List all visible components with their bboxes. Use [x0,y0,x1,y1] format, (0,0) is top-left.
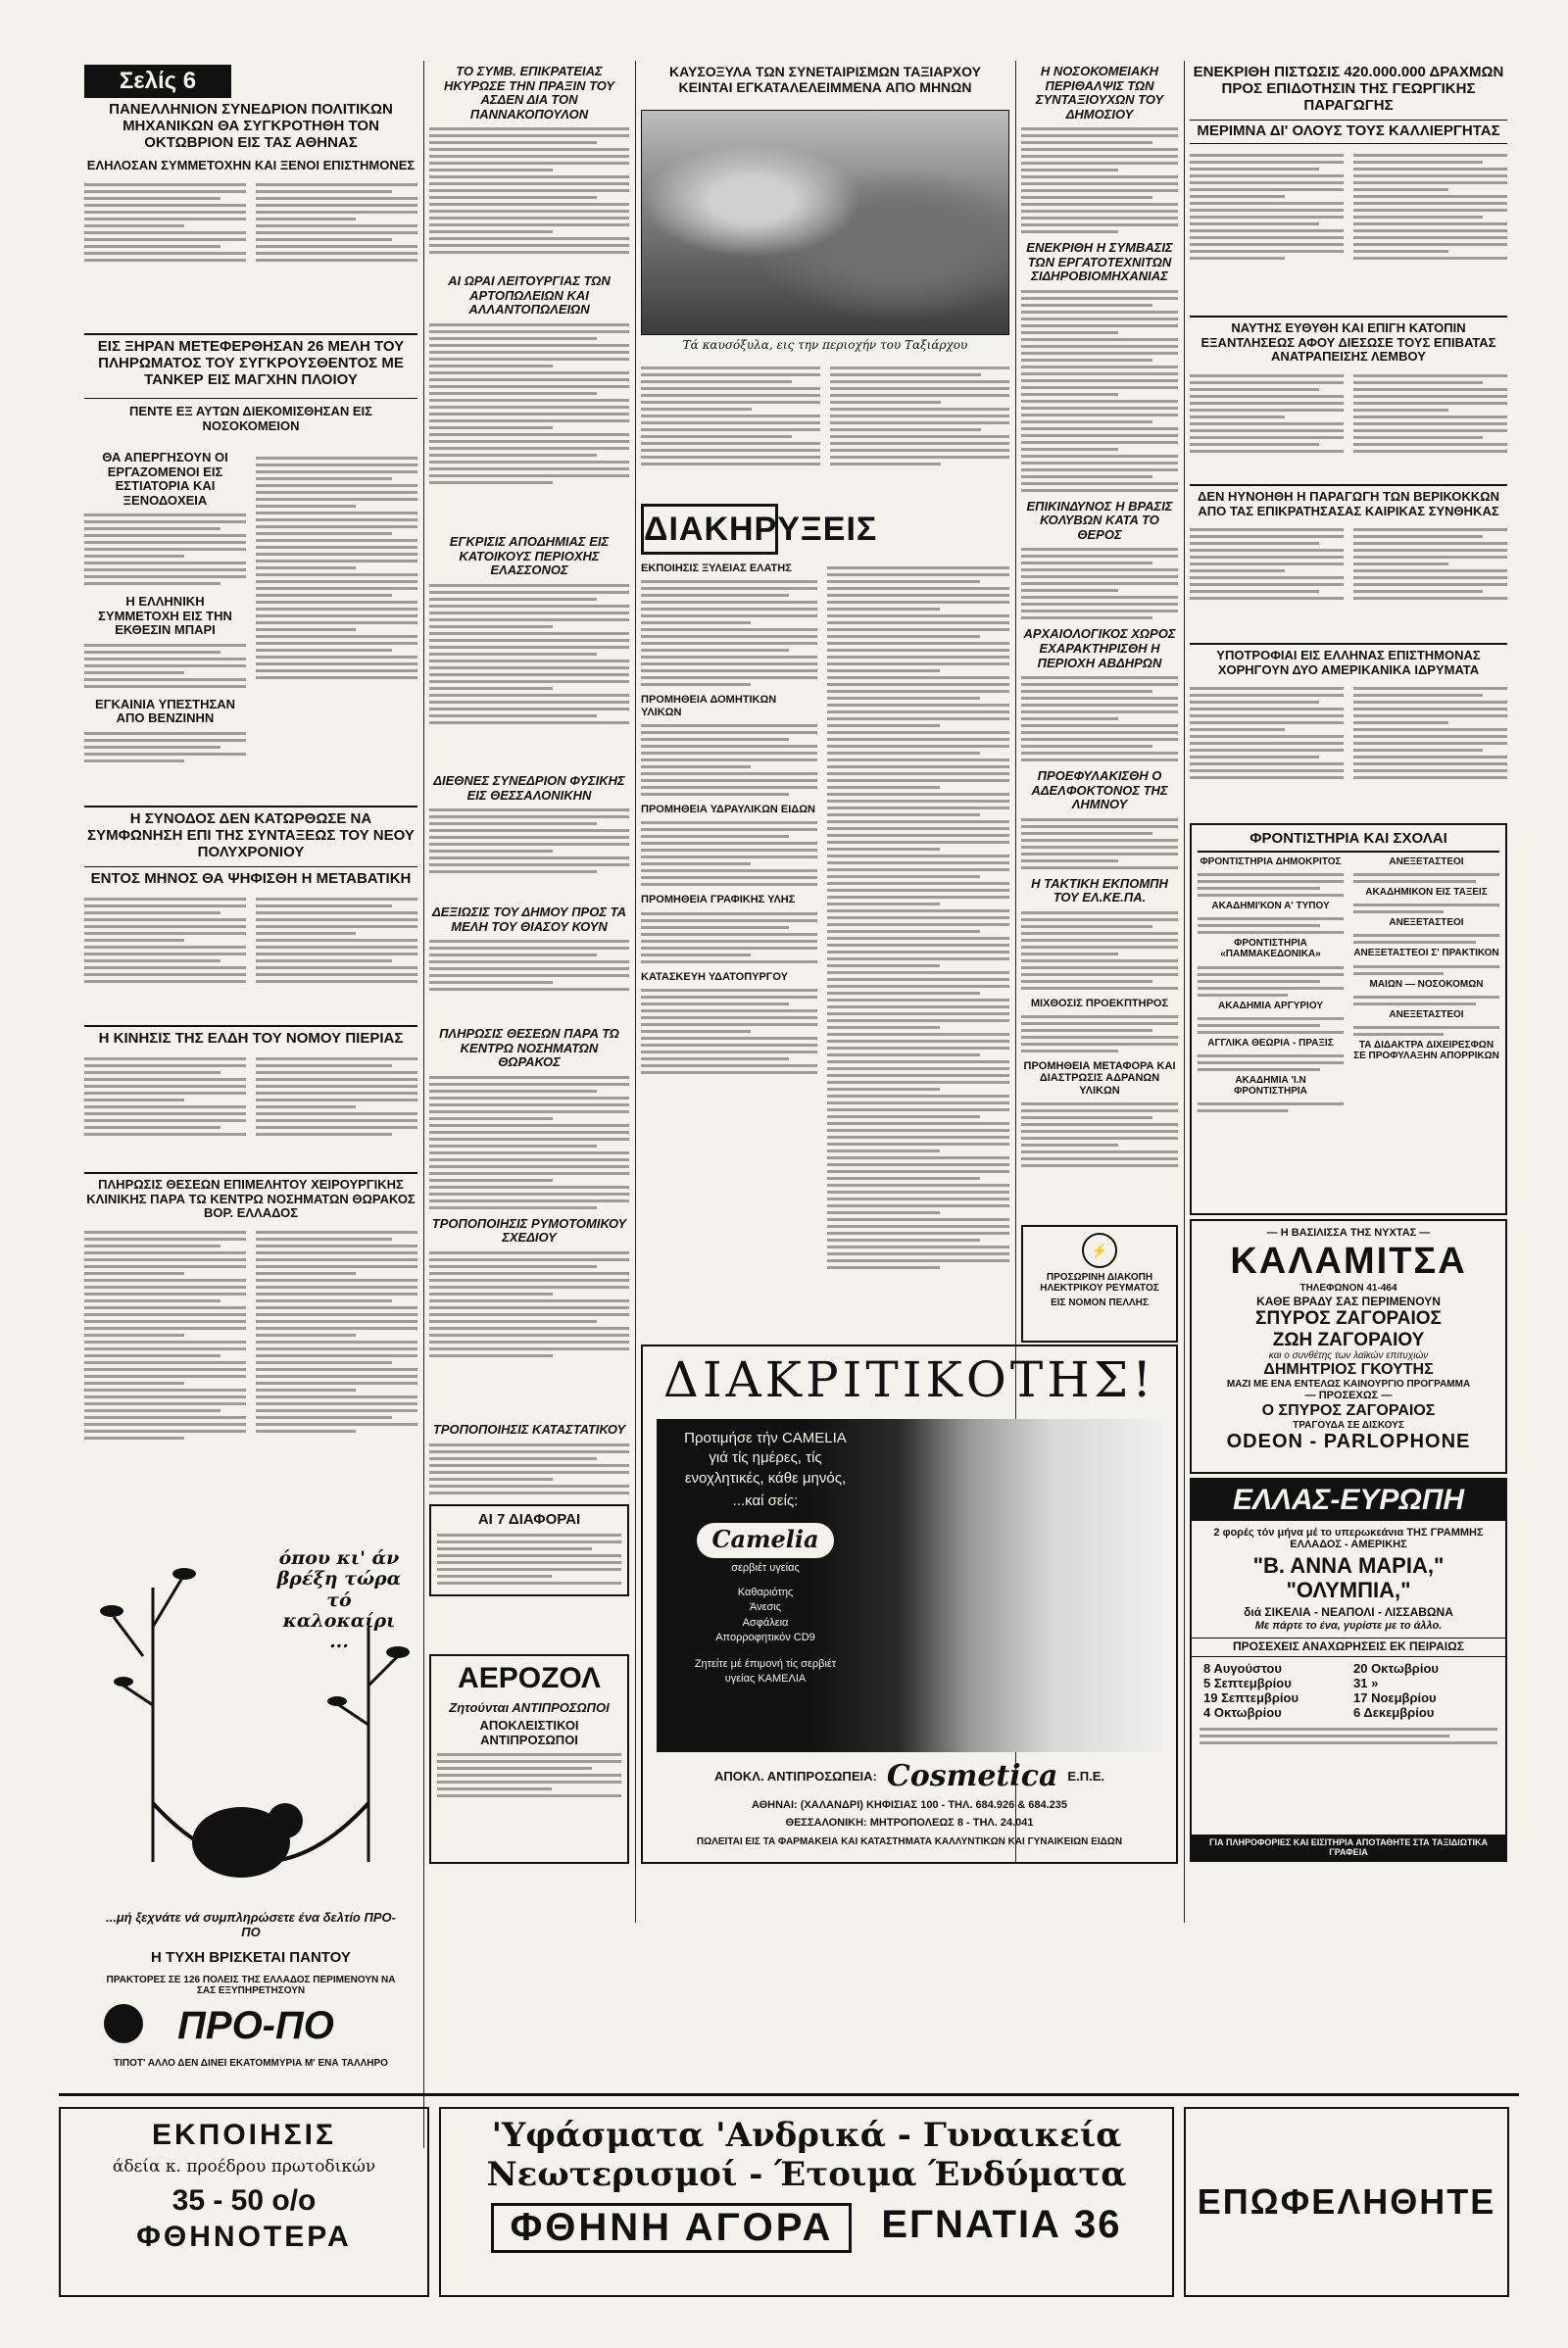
propo-agents: ΠΡΑΚΤΟΡΕΣ ΣΕ 126 ΠΟΛΕΙΣ ΤΗΣ ΕΛΛΑΔΟΣ ΠΕΡΙΜΕΝΟΥΝ ΝΑ ΣΑΣ ΕΞΥΠΗΡΕΤΗΣΟΥΝ [106,1975,396,1997]
propo-tagline: ΤΙΠΟΤ' ΑΛΛΟ ΔΕΝ ΔΙΝΕΙ ΕΚΑΤΟΜΜΥΡΙΑ Μ' ΕΝΑ ΤΑΛΛΗΡΟ [114,2058,388,2069]
headline: ΔΕΞΙΩΣΙΣ ΤΟΥ ΔΗΜΟΥ ΠΡΟΣ ΤΑ ΜΕΛΗ ΤΟΥ ΘΙΑΣΟΥ ΚΟΥΝ [432,905,626,934]
sleeper-head-icon [268,1803,303,1838]
headline-kolyva: ΕΠΙΚΙΝΔΥΝΟΣ Η ΒΡΑΣΙΣ ΚΟΛΥΒΩΝ ΚΑΤΑ ΤΟ ΘΕΡΟΣ [1026,498,1173,542]
kalamitsa-advert [1190,1219,1507,1474]
kalamitsa-line1: ΚΑΘΕ ΒΡΑΔΥ ΣΑΣ ΠΕΡΙΜΕΝΟΥΝ [1256,1295,1441,1309]
fabrics-footer [441,2203,1172,2253]
notice-title: ΚΑΤΑΣΚΕΥΗ ΥΔΑΤΟΠΥΡΓΟΥ [641,970,789,983]
notices-right [827,563,1009,1337]
column-rule [635,61,636,1923]
school-name: ΜΑΙΩΝ — ΝΟΣΟΚΟΜΩΝ [1369,978,1484,990]
headline: ΑΙ ΩΡΑΙ ΛΕΙΤΟΥΡΓΙΑΣ ΤΩΝ ΑΡΤΟΠΩΛΕΙΩΝ ΚΑΙ ΑΛΛΑΝΤΟΠΩΛΕΙΩΝ [448,273,611,318]
divider [84,1025,417,1027]
camelia-copy-block [682,1429,849,1723]
camelia-advert [641,1345,1178,1864]
kalamitsa-line4: και ο συνθέτης των λαϊκών επιτυχιών [1268,1350,1429,1362]
feature: Απορροφητικόν CD9 [715,1631,815,1643]
headline: ΕΓΚΡΙΣΙΣ ΑΠΟΔΗΜΙΑΣ ΕΙΣ ΚΑΤΟΙΚΟΥΣ ΠΕΡΙΟΧΗΣ ΕΛΑΣΣΟΝΟΣ [449,534,610,578]
distributor-label: ΑΠΟΚΛ. ΑΝΤΙΠΡΟΣΩΠΕΙΑ: [714,1768,877,1784]
headline-abdera: ΑΡΧΑΙΟΛΟΓΙΚΟΣ ΧΩΡΟΣ ΕΧΑΡΑΚΤΗΡΙΣΘΗ Η ΠΕΡΙΟΧΗ ΑΒΔΗΡΩΝ [1023,626,1176,670]
ship-schedule-header: ΠΡΟΣΕΧΕΙΣ ΑΝΑΧΩΡΗΣΕΙΣ ΕΚ ΠΕΙΡΑΙΩΣ [1192,1638,1505,1656]
firewood-photo [641,110,1009,335]
headline-elkepa: Η ΤΑΚΤΙΚΗ ΕΚΠΟΜΠΗ ΤΟΥ ΕΛ.ΚΕ.ΠΑ. [1031,875,1168,905]
school-name: ΑΝΕΞΕΤΑΣΤΕΟΙ [1389,1008,1464,1020]
schools-right [1353,856,1499,1117]
story-emigration [429,535,629,770]
propo-luck: Η ΤΥΧΗ ΒΡΙΣΚΕΤΑΙ ΠΑΝΤΟΥ [151,1949,351,1966]
story-council-of-state [429,65,629,270]
school-name: ΑΚΑΔΗΜΙΑ ΑΡΓΥΡΙΟΥ [1217,1000,1323,1011]
feature: Ασφάλεια [742,1616,789,1629]
story-sailor [1190,316,1507,482]
column-rule [423,61,424,2148]
distributor-suffix: Ε.Π.Ε. [1067,1768,1104,1784]
camelia-cta: Ζητείτε μέ έπιμονή τίς σερβιέτ υγείας ΚΑΜΕΛΙΑ [694,1658,837,1685]
kalamitsa-label: ODEON - PARLOPHONE [1226,1430,1471,1452]
story-column-continuation [256,451,417,804]
school-name: ΦΡΟΝΤΙΣΤΗΡΙΑ ΔΗΜΟΚΡΙΤΟΣ [1200,856,1342,867]
school-name: ΑΚΑΔΗΜΙΑ 'Ι.Ν ΦΡΟΝΤΙΣΤΗΡΙΑ [1234,1074,1307,1098]
story-tanker-collision [84,339,417,447]
photo-story-body [641,363,1009,500]
divider [84,333,417,335]
photo-caption-wrap [641,339,1009,359]
address-athens: ΑΘΗΝΑΙ: (ΧΑΛΑΝΔΡΙ) ΚΗΦΙΣΙΑΣ 100 - ΤΗΛ. 684.926 & 684.235 [751,1799,1068,1811]
notice-title: ΠΡΟΜΗΘΕΙΑ ΥΔΡΑΥΛΙΚΩΝ ΕΙΔΩΝ [641,803,815,815]
story-restaurant-strike [84,451,246,804]
departure-date: 5 Σεπτεμβρίου [1203,1675,1292,1690]
departure-date: 6 Δεκεμβρίου [1353,1704,1435,1720]
ship-schedule [1192,1657,1505,1724]
divider [59,2093,1519,2096]
clearance-discount: 35 - 50 ο/ο [172,2183,317,2217]
divider [84,806,417,807]
column-rule [1184,61,1185,1923]
clearance-cheaper: ΦΘΗΝΟΤΕΡΑ [136,2221,352,2254]
address-thessaloniki: ΘΕΣΣΑΛΟΝΙΚΗ: ΜΗΤΡΟΠΟΛΕΩΣ 8 - ΤΗΛ. 24.041 [785,1817,1034,1829]
kalamitsa-line8: Ο ΣΠΥΡΟΣ ΖΑΓΟΡΑΙΟΣ [1261,1401,1436,1419]
divider [84,1172,417,1174]
camelia-copy-you: ...καί σείς: [732,1492,799,1509]
headline: ΔΙΕΘΝΕΣ ΣΥΝΕΔΡΙΟΝ ΦΥΣΙΚΗΣ ΕΙΣ ΘΕΣΣΑΛΟΝΙΚΗΝ [433,773,625,803]
column-four [1021,65,1178,1339]
fabrics-line2: Νεωτερισμοί - Έτοιμα Ένδύματα [486,2155,1127,2195]
photo-headline [641,64,1009,95]
school-name: ΑΓΓΛΙΚΑ ΘΕΩΡΙΑ - ΠΡΑΞΙΣ [1207,1037,1334,1049]
headline: ΤΟ ΣΥΜΒ. ΕΠΙΚΡΑΤΕΙΑΣ ΗΚΥΡΩΣΕ ΤΗΝ ΠΡΑΞΙΝ ΤΟΥ ΑΣΔΕΝ ΔΙΑ ΤΟΝ ΠΑΝΝΑΚΟΠΟΥΛΟΝ [443,64,615,122]
ship-route: διά ΣΙΚΕΛΙΑ - ΝΕΑΠΟΛΙ - ΛΙΣΣΑΒΩΝΑ [1244,1605,1453,1620]
headline: ΤΡΟΠΟΠΟΙΗΣΙΣ ΚΑΤΑΣΤΑΤΙΚΟΥ [432,1422,626,1437]
subheadline: ΠΕΝΤΕ ΕΞ ΑΥΤΩΝ ΔΙΕΚΟΜΙΣΘΗΣΑΝ ΕΙΣ ΝΟΣΟΚΟΜΕΙΟΝ [84,398,417,433]
school-name: ΤΑ ΔΙΔΑΚΤΡΑ ΔΙΧΕΙΡΕΣΦΩΝ ΣΕ ΠΡΟΦΥΛΑΞΗΝ ΑΠΟΡΡΙΚΩΝ [1353,1039,1499,1062]
subheadline: ΕΛΗΛΟΣΑΝ ΣΥΜΜΕΤΟΧΗΝ ΚΑΙ ΞΕΝΟΙ ΕΠΙΣΤΗΜΟΝΕΣ [86,158,416,173]
photo-caption: Τά καυσόξυλα, εις την περιοχήν του Ταξιάρχου [682,338,968,352]
story-body [84,179,417,266]
fabrics-line1: 'Υφάσματα 'Ανδρικά - Γυναικεία [491,2116,1122,2155]
story-synod [84,811,417,1027]
camelia-headline: ΔΙΑΚΡΙΤΙΚΟΤΗΣ! [662,1351,1156,1408]
departure-date: 17 Νοεμβρίου [1353,1689,1437,1705]
ship-route-note: Με πάρτε το ένα, γυρίστε με το άλλο. [1254,1619,1443,1632]
headline: ΠΛΗΡΩΣΙΣ ΘΕΣΕΩΝ ΠΑΡΑ ΤΩ ΚΕΝΤΡΩ ΝΟΣΗΜΑΤΩΝ ΘΩΡΑΚΟΣ [439,1026,619,1070]
power-cut-title: ΠΡΟΣΩΡΙΝΗ ΔΙΑΚΟΠΗ ΗΛΕΚΤΡΙΚΟΥ ΡΕΥΜΑΤΟΣ [1040,1272,1159,1295]
page-number-badge: Σελίς 6 [84,65,231,98]
distributor-row [657,1758,1162,1793]
ship-ad-title: ΕΛΛΑΣ-ΕΥΡΩΠΗ [1192,1480,1505,1521]
camelia-copy: Προτιμήσε τήν CAMELIA γιά τίς ημέρες, τίς ενοχλητικές, κάθε μηνός, [684,1430,847,1487]
headline: ΘΑ ΑΠΕΡΓΗΣΟΥΝ ΟΙ ΕΡΓΑΖΟΜΕΝΟΙ ΕΙΣ ΕΣΤΙΑΤΟΡΙΑ ΚΑΙ ΞΕΝΟΔΟΧΕΙΑ [102,450,228,508]
notice-title: ΠΡΟΜΗΘΕΙΑ ΔΟΜΗΤΙΚΩΝ ΥΛΙΚΩΝ [641,694,777,718]
headline: ΠΛΗΡΩΣΙΣ ΘΕΣΕΩΝ ΕΠΙΜΕΛΗΤΟΥ ΧΕΙΡΟΥΡΓΙΚΗΣ ΚΛΙΝΙΚΗΣ ΠΑΡΑ ΤΩ ΚΕΝΤΡΩ ΝΟΣΗΜΑΤΩΝ ΘΩΡΑΚΟΣ ΒΟΡ. ΕΛΛΑΔΟΣ [86,1177,416,1221]
headline: ΠΑΝΕΛΛΗΝΙΟΝ ΣΥΝΕΔΡΙΟΝ ΠΟΛΙΤΙΚΩΝ ΜΗΧΑΝΙΚΩΝ ΘΑ ΣΥΓΚΡΟΤΗΘΗ ΤΟΝ ΟΚΤΩΒΡΙΟΝ ΕΙΣ ΤΑΣ ΑΘΗΝΑΣ [109,101,393,151]
aerozol-wanted: Ζητούνται ΑΝΤΙΠΡΟΣΩΠΟΙ [449,1699,610,1715]
ship-name-olympia: "ΟΛΥΜΠΙΑ," [1286,1577,1411,1602]
headline: ΔΕΝ ΗΥΝΟΗΘΗ Η ΠΑΡΑΓΩΓΗ ΤΩΝ ΒΕΡΙΚΟΚΚΩΝ ΑΠΟ ΤΑΣ ΕΠΙΚΡΑΤΗΣΑΣΑΣ ΚΑΙΡΙΚΑΣ ΣΥΝΘΗΚΑΣ [1198,489,1499,518]
headline-materials: ΠΡΟΜΗΘΕΙΑ ΜΕΤΑΦΟΡΑ ΚΑΙ ΔΙΑΣΤΡΩΣΙΣ ΑΔΡΑΝΩΝ ΥΛΙΚΩΝ [1023,1060,1176,1097]
headline-limnos: ΠΡΟΕΦΥΛΑΚΙΣΘΗ Ο ΑΔΕΛΦΟΚΤΟΝΟΣ ΤΗΣ ΛΗΜΝΟΥ [1031,768,1168,812]
cheap-market: ΦΘΗΝΗ ΑΓΟΡΑ [491,2203,852,2253]
story-edh-pieria [84,1031,417,1170]
story-apricots [1190,484,1507,641]
hammock-illustration [84,1509,417,2087]
headline: ΑΙ 7 ΔΙΑΦΟΡΑΙ [477,1510,581,1528]
clearance-title: ΕΚΠΟΙΗΣΙΣ [151,2119,336,2151]
school-name: ΦΡΟΝΤΙΣΤΗΡΙΑ «ΠΑΜΜΑΚΕΔΟΝΙΚΑ» [1220,938,1321,960]
headline: ΕΙΣ ΞΗΡΑΝ ΜΕΤΕΦΕΡΘΗΣΑΝ 26 ΜΕΛΗ ΤΟΥ ΠΛΗΡΩΜΑΤΟΣ ΤΟΥ ΣΥΓΚΡΟΥΣΘΕΝΤΟΣ ΜΕ ΤΑΝΚΕΡ ΕΙΣ ΜΑΓΧΗΝ ΠΛΟΙΟΥ [97,338,405,388]
story-bakery-hours [429,274,629,529]
shop-address: ΕΓΝΑΤΙΑ 36 [881,2203,1122,2247]
schools-left [1198,856,1344,1117]
story-positions [429,1027,629,1419]
schools-directory [1190,823,1507,1215]
cosmetica-logo: Cosmetica [886,1758,1058,1793]
notices-left [641,563,817,1337]
kalamitsa-singer1: ΣΠΥΡΟΣ ΖΑΓΟΡΑΙΟΣ [1255,1308,1442,1330]
propo-reminder: ...μή ξεχνάτε νά συμπληρώσετε ένα δελτίο ΠΡΟ-ΠΟ [106,1910,396,1939]
story-credit [1190,65,1507,314]
headline: ΕΝΕΚΡΙΘΗ ΠΙΣΤΩΣΙΣ 420.000.000 ΔΡΑΧΜΩΝ ΠΡΟΣ ΕΠΙΔΟΤΗΣΙΝ ΤΗΣ ΓΕΩΡΓΙΚΗΣ ΠΑΡΑΓΩΓΗΣ [1193,64,1504,114]
school-name: ΑΝΕΞΕΤΑΣΤΕΟΙ [1389,856,1464,867]
headline-expo: Η ΕΛΛΗΝΙΚΗ ΣΥΜΜΕΤΟΧΗ ΕΙΣ ΤΗΝ ΕΚΘΕΣΙΝ ΜΠΑΡΙ [98,594,232,638]
propo-logo: ΠΡΟ-ΠΟ [177,2004,334,2047]
kalamitsa-phone: ΤΗΛΕΦΩΝΟΝ 41-464 [1299,1282,1397,1294]
power-cut-region: ΕΙΣ ΝΟΜΟΝ ΠΕΛΛΗΣ [1051,1297,1149,1309]
story-thoracic-clinic [84,1178,417,1501]
kalamitsa-name: ΚΑΛΑΜΙΤΣΑ [1230,1241,1467,1283]
story-reception [429,905,629,1023]
departure-date: 8 Αυγούστου [1203,1660,1282,1676]
sales-points: ΠΩΛΕΙΤΑΙ ΕΙΣ ΤΑ ΦΑΡΜΑΚΕΙΑ ΚΑΙ ΚΑΤΑΣΤΗΜΑΤΑ ΚΑΛΛΥΝΤΙΚΩΝ ΚΑΙ ΓΥΝΑΙΚΕΙΩΝ ΕΙΔΩΝ [696,1836,1123,1847]
notice-title: ΕΚΠΟΙΗΣΙΣ ΞΥΛΕΙΑΣ ΕΛΑΤΗΣ [641,563,792,574]
propo-rain-text: όπου κι' άν βρέξη τώρα τό καλοκαίρι ... [276,1547,402,1653]
headline: ΥΠΟΤΡΟΦΙΑΙ ΕΙΣ ΕΛΛΗΝΑΣ ΕΠΙΣΤΗΜΟΝΑΣ ΧΟΡΗΓΟΥΝ ΔΥΟ ΑΜΕΡΙΚΑΝΙΚΑ ΙΔΡΥΜΑΤΑ [1216,648,1481,677]
school-name: ΑΚΑΔΗΜΙΚΟΝ ΕΙΣ ΤΑΞΕΙΣ [1365,886,1488,898]
headline: Η ΚΙΝΗΣΙΣ ΤΗΣ ΕΛΔΗ ΤΟΥ ΝΟΜΟΥ ΠΙΕΡΙΑΣ [98,1030,404,1047]
story-statute [429,1423,629,1648]
clearance-sale-advert [59,2107,429,2297]
section-header-notices: ΔΙΑΚΗΡΥΞΕΙΣ [641,504,778,555]
aerozol-reps: ΑΠΟΚΛΕΙΣΤΙΚΟΙ ΑΝΤΙΠΡΟΣΩΠΟΙ [479,1718,579,1747]
kalamitsa-kicker: — Η ΒΑΣΙΛΙΣΣΑ ΤΗΣ ΝΥΧΤΑΣ — [1266,1227,1431,1239]
propo-advert [84,1509,417,2087]
propo-emblem-icon [104,2004,143,2043]
ship-line-advert [1190,1478,1507,1862]
camelia-brand-sub: σερβιέτ υγείας [731,1561,800,1574]
notice-title: ΠΡΟΜΗΘΕΙΑ ΓΡΑΦΙΚΗΣ ΥΛΗΣ [641,894,796,906]
feature: Άνεσις [749,1601,782,1614]
ship-name-anna-maria: "Β. ΑΝΝΑ ΜΑΡΙΑ," [1252,1553,1445,1579]
seven-differences-box [429,1504,629,1597]
headline-pensioners: Η ΝΟΣΟΚΟΜΕΙΑΚΗ ΠΕΡΙΘΑΛΨΙΣ ΤΩΝ ΣΥΝΤΑΞΙΟΥΧΩΝ ΤΟΥ ΔΗΜΟΣΙΟΥ [1035,64,1164,122]
story-scholarships [1190,643,1507,819]
story-civil-engineers [84,102,417,337]
departure-date: 31 » [1353,1675,1379,1690]
camelia-features [682,1586,849,1646]
ship-ad-footer: ΓΙΑ ΠΛΗΡΟΦΟΡΙΕΣ ΚΑΙ ΕΙΣΙΤΗΡΙΑ ΑΠΟΤΑΘΗΤΕ ΣΤΑ ΤΑΞΙΔΙΩΤΙΚΑ ΓΡΑΦΕΙΑ [1192,1834,1505,1860]
kalamitsa-line6: ΜΑΖΙ ΜΕ ΕΝΑ ΕΝΤΕΛΩΣ ΚΑΙΝΟΥΡΓΙΟ ΠΡΟΓΡΑΜΜΑ [1226,1379,1471,1391]
headline: ΝΑΥΤΗΣ ΕΥΘΥΘΗ ΚΑΙ ΕΠΙΓΗ ΚΑΤΟΠΙΝ ΕΞΑΝΤΛΗΣΕΩΣ ΑΦΟΥ ΔΙΕΣΩΣΕ ΤΟΥΣ ΕΠΙΒΑΤΑΣ ΑΝΑΤΡΑΠΕΙΣΗΣ ΛΕΜΒΟΥ [1200,320,1496,365]
kalamitsa-composer: ΔΗΜΗΤΡΙΟΣ ΓΚΟΥΤΗΣ [1263,1361,1434,1379]
departure-date: 20 Οκτωβρίου [1353,1660,1439,1676]
schools-header: ΦΡΟΝΤΙΣΤΗΡΙΑ ΚΑΙ ΣΧΟΛΑΙ [1198,831,1499,853]
subheadline: ΜΕΡΙΜΝΑ ΔΙ' ΟΛΟΥΣ ΤΟΥΣ ΚΑΛΛΙΕΡΓΗΤΑΣ [1190,120,1507,144]
headline: ΚΑΥΣΟΞΥΛΑ ΤΩΝ ΣΥΝΕΤΑΙΡΙΣΜΩΝ ΤΑΞΙΑΡΧΟΥ ΚΕΙΝΤΑΙ ΕΓΚΑΤΑΛΕΛΕΙΜΜΕΝΑ ΑΠΟ ΜΗΝΩΝ [669,64,981,95]
kalamitsa-singer2: ΖΩΗ ΖΑΓΟΡΑΙΟΥ [1272,1329,1425,1350]
take-advantage-advert [1184,2107,1509,2297]
kalamitsa-line7: — ΠΡΟΣΕΧΩΣ — [1304,1390,1393,1402]
headline-lease: ΜΙΧΘΟΣΙΣ ΠΡΟΕΚΠΤΗΡΟΣ [1030,997,1169,1009]
camelia-logo: Camelia [697,1523,834,1558]
school-name: ΑΝΕΞΕΤΑΣΤΕΟΙ Σ' ΠΡΑΚΤΙΚΟΝ [1353,948,1499,959]
school-name: ΑΚΑΔΗΜΙ'ΚΟΝ Α' ΤΥΠΟΥ [1211,900,1330,911]
story-physics-congress [429,774,629,902]
kalamitsa-line9: ΤΡΑΓΟΥΔΑ ΣΕ ΔΙΣΚΟΥΣ [1293,1419,1404,1431]
dei-logo-icon: ⚡ [1082,1233,1117,1268]
headline-planning: ΤΡΟΠΟΠΟΙΗΣΙΣ ΡΥΜΟΤΟΜΙΚΟΥ ΣΧΕΔΙΟΥ [431,1215,627,1246]
clearance-permit: άδεία κ. προέδρου πρωτοδικών [112,2156,376,2177]
headline-petrol: ΕΓΚΑΙΝΙΑ ΥΠΕΣΤΗΣΑΝ ΑΠΟ ΒΕΝΖΙΝΗΝ [94,696,236,726]
power-cut-notice [1021,1225,1178,1343]
headline: Η ΣΥΝΟΔΟΣ ΔΕΝ ΚΑΤΩΡΘΩΣΕ ΝΑ ΣΥΜΦΩΝΗΣΗ ΕΠΙ ΤΗΣ ΣΥΝΤΑΞΕΩΣ ΤΟΥ ΝΕΟΥ ΠΟΛΥΧΡΟΝΙΟΥ [87,810,415,860]
school-name: ΑΝΕΞΕΤΑΣΤΕΟΙ [1389,917,1464,929]
subheadline: ΕΝΤΟΣ ΜΗΝΟΣ ΘΑ ΨΗΦΙΣΘΗ Η ΜΕΤΑΒΑΤΙΚΗ [84,866,417,888]
ship-ad-intro: 2 φορές τόν μήνα μέ το υπερωκεάνια ΤΗΣ ΓΡΑΜΜΗΣ ΕΛΛΑΔΟΣ - ΑΜΕΡΙΚΗΣ [1213,1526,1484,1550]
departure-date: 19 Σεπτεμβρίου [1203,1689,1299,1705]
headline-steelworkers: ΕΝΕΚΡΙΘΗ Η ΣΥΜΒΑΣΙΣ ΤΩΝ ΕΡΓΑΤΟΤΕΧΝΙΤΩΝ ΣΙΔΗΡΟΒΙΟΜΗΧΑΝΙΑΣ [1026,240,1173,284]
take-advantage: ΕΠΩΦΕΛΗΘΗΤΕ [1197,2180,1496,2222]
departure-date: 4 Οκτωβρίου [1203,1704,1282,1720]
feature: Καθαριότης [737,1586,794,1598]
leaf-icon [100,1568,410,1706]
aerozol-logo: ΑΕΡΟΖΟΛ [458,1662,601,1694]
aerozol-advert [429,1654,629,1864]
fabrics-advert [439,2107,1174,2297]
